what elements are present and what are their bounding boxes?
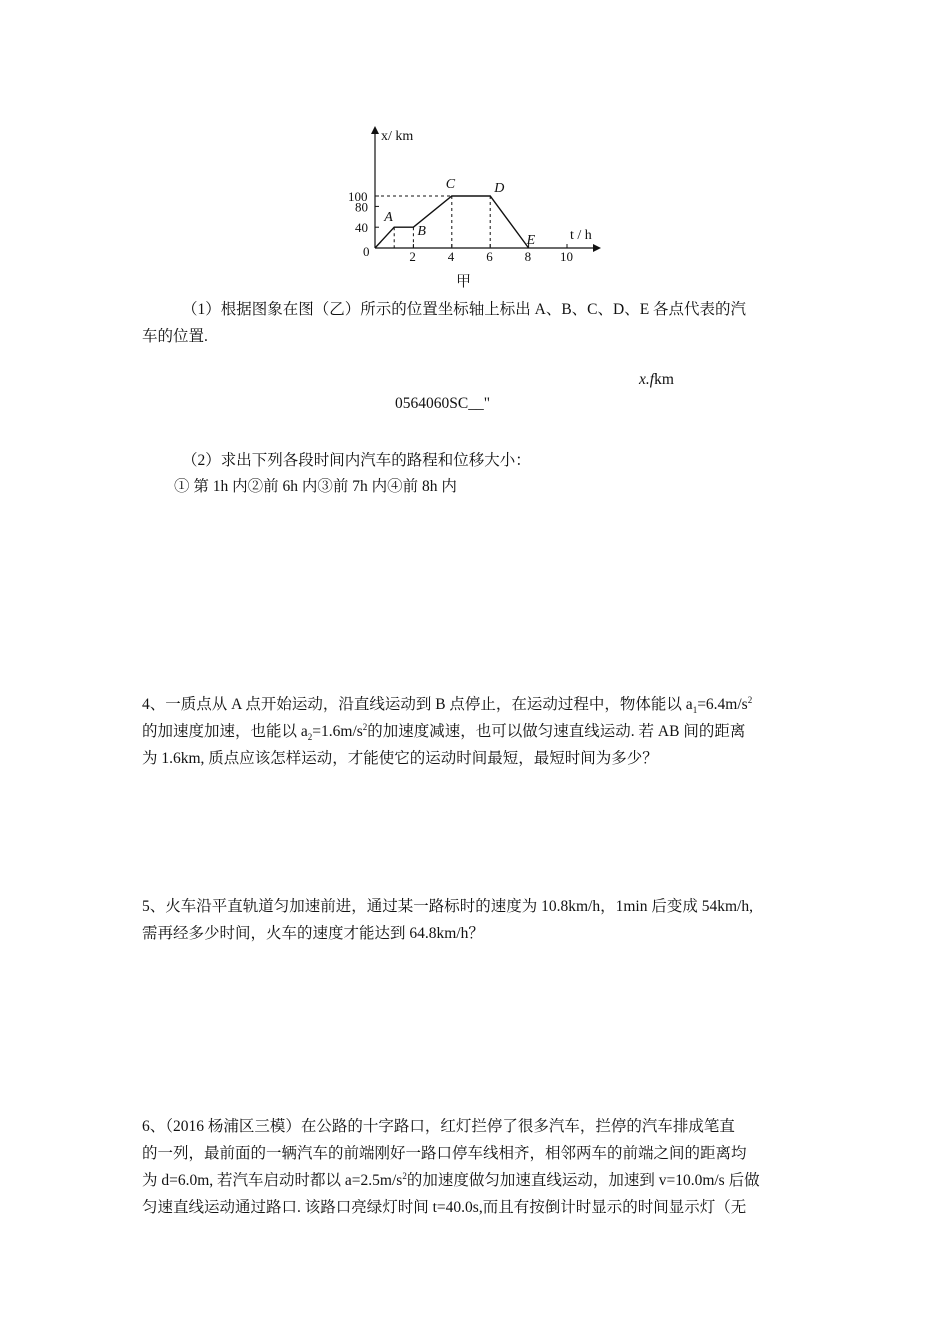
graph-axes [371, 126, 601, 252]
q3-part1-cont [142, 323, 208, 350]
q3-part1-line1: （1）根据图象在图（乙）所示的位置坐标轴上标出 A、B、C、D、E 各点代表的汽 [182, 301, 747, 318]
figure-yi-axis-label [639, 366, 674, 393]
q4-line3: 为 1.6km, 质点应该怎样运动，才能使它的运动时间最短，最短时间为多少？ [142, 750, 658, 767]
question-6 [142, 1113, 760, 1221]
graph-labels [381, 129, 592, 290]
x-axis-label: t / h [570, 228, 592, 243]
y-axis-label: x/ km [381, 129, 414, 144]
x-axis-arrow [371, 126, 379, 134]
q5-line2: 需再经多少时间，火车的速度才能达到 64.8km/h？ [142, 925, 484, 942]
position-time-graph [345, 118, 615, 293]
q4-l2-pre: 的加速度加速，也能以 a [142, 723, 308, 740]
q3-part2-items [174, 473, 457, 500]
q4-l2-sup: 2 [362, 721, 368, 732]
axis-label-x: x. [639, 371, 650, 388]
axis-label-km: km [654, 371, 674, 388]
axis-ticks-text: 0564060SC__" [395, 395, 491, 412]
point-label-A: A [384, 210, 393, 226]
q6-line1: 6、（2016 杨浦区三模）在公路的十字路口，红灯拦停了很多汽车，拦停的汽车排成笔直 [142, 1118, 735, 1135]
q3-part1-line2: 车的位置. [142, 328, 208, 345]
point-label-C: C [445, 177, 456, 192]
question-5 [142, 893, 753, 947]
point-label-B: B [417, 224, 426, 240]
y-tick-label-40: 40 [355, 220, 368, 236]
point-label-D: D [494, 181, 505, 196]
x-tick-label-10: 10 [560, 249, 573, 264]
y-tick-0: 0 [363, 244, 370, 259]
q6-l3-post: 的加速度做匀加速直线运动，加速到 v=10.0m/s 后做 [406, 1172, 760, 1189]
t-axis-arrow [593, 244, 601, 252]
x-tick-label-4: 4 [447, 249, 455, 264]
y-tick-label-80: 80 [355, 199, 368, 215]
q4-l1-sub: 1 [692, 705, 698, 716]
q4-l2-mid: =1.6m/s [312, 723, 363, 740]
q4-l2-post: 的加速度减速，也可以做匀速直线运动. 若 AB 间的距离 [367, 723, 746, 740]
q6-line4: 匀速直线运动通过路口. 该路口亮绿灯时间 t=40.0s,而且有按倒计时显示的时间显示灯（无 [142, 1199, 747, 1216]
figure-caption: 甲 [456, 274, 472, 290]
q3-part1 [182, 296, 746, 323]
q6-line2: 的一列，最前面的一辆汽车的前端刚好一路口停车线相齐，相邻两车的前端之间的距离均 [142, 1145, 747, 1162]
x-tick-label-2: 2 [409, 249, 416, 264]
q6-l3-pre: 为 d=6.0m, 若汽车启动时都以 a=2.5m/s [142, 1172, 403, 1189]
figure-yi-axis-ticks [395, 390, 490, 417]
x-tick-label-6: 6 [486, 249, 493, 264]
q5-line1: 5、火车沿平直轨道匀加速前进，通过某一路标时的速度为 10.8km/h，1min 后变成 54km/h, [142, 898, 753, 915]
q4-line1 [142, 691, 752, 718]
axis-label-f: f [649, 371, 655, 388]
graph-ticks [348, 189, 573, 264]
q4-l1-sup: 2 [747, 694, 753, 705]
x-tick-label-8: 8 [524, 249, 532, 264]
q4-l1-mid: =6.4m/s [697, 696, 748, 713]
q3-part2 [182, 447, 531, 474]
q6-line3 [142, 1167, 760, 1194]
q6-l3-sup: 2 [402, 1170, 407, 1181]
q3-part2-line2: ① 第 1h 内②前 6h 内③前 7h 内④前 8h 内 [174, 478, 457, 495]
question-4 [142, 691, 752, 772]
y-tick-label-100: 100 [348, 189, 368, 204]
q4-l1-pre: 4、一质点从 A 点开始运动，沿直线运动到 B 点停止，在运动过程中，物体能以 a [142, 696, 693, 713]
q3-part2-line1: （2）求出下列各段时间内汽车的路程和位移大小： [182, 452, 531, 469]
point-label-E: E [526, 233, 536, 248]
q4-l2-sub: 2 [307, 732, 313, 743]
q4-line2 [142, 718, 752, 745]
